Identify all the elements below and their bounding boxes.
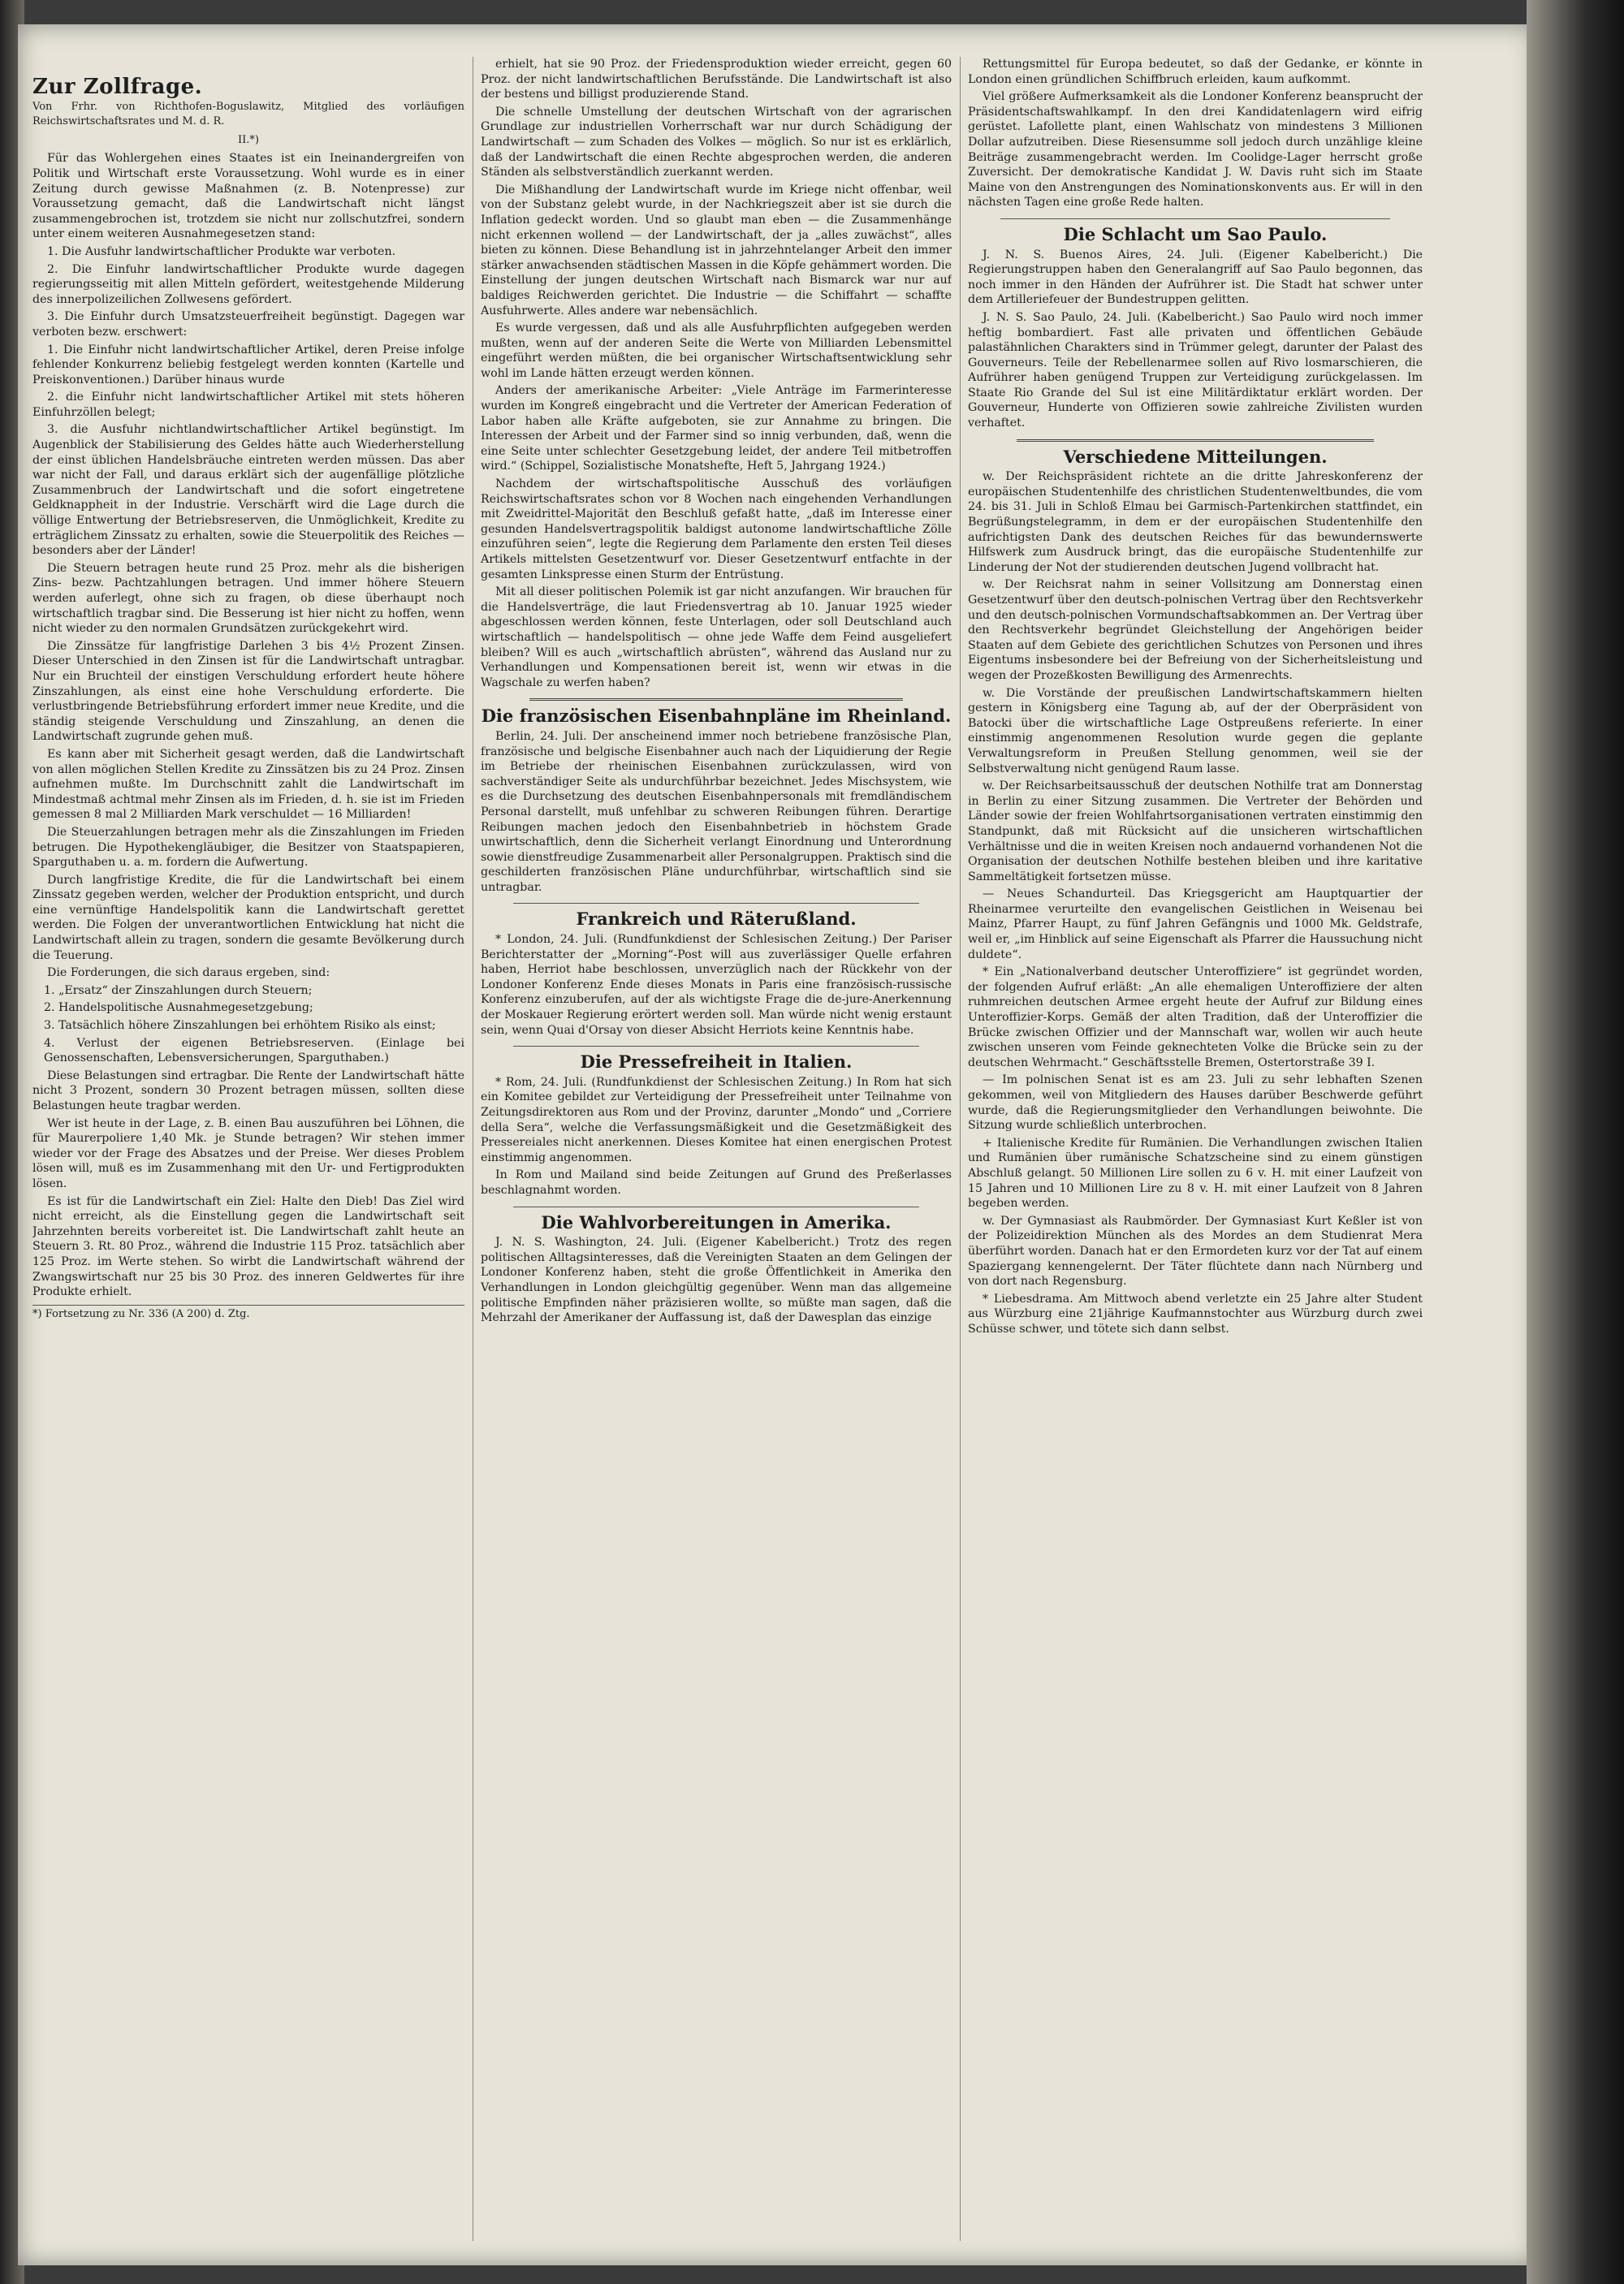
paragraph: Wer ist heute in der Lage, z. B. einen Bau auszuführen bei Löhnen, die für Maurerpoliere 1,40 Mk. je Stunde betragen? Wir stehen immer wieder vor der Frage des Absatzes und der Preise. Wer dieses Problem lösen will, muß es im Zusammenhang mit den Ur- und Fertigprodukten lösen. xyxy=(32,1116,464,1190)
paragraph: Durch langfristige Kredite, die für die Landwirtschaft bei einem Zinssatz gegeben werden, welcher der Produktion entspricht, und durch eine vernünftige Handelspolitik kann die Landwirtschaft gerettet werden. Die Folgen der unverantwortlichen Entwicklung hat nicht die Landwirtschaft allein zu tragen, sondern die gesamte Bevölkerung durch die Teuerung. xyxy=(32,873,464,962)
section-divider xyxy=(513,903,919,904)
section-divider xyxy=(513,1046,919,1047)
byline: Von Frhr. von Richthofen-Boguslawitz, Mitglied des vorläufigen Reichswirtschaftsrates und M. d. R. xyxy=(32,100,464,128)
paragraph: Die schnelle Umstellung der deutschen Wirtschaft von der agrarischen Grundlage zur industriellen Vorherrschaft war nur durch Schädigung der Landwirtschaft — zum Schaden des Volkes — möglich. So nur ist es erklärlich, daß der Landwirtschaft die einen Rechte abgesprochen werden, die anderen Ständen als selbstverständlich zuerkannt werden. xyxy=(481,105,952,179)
paragraph: w. Der Reichsarbeitsausschuß der deutschen Nothilfe trat am Donnerstag in Berlin zu einer Sitzung zusammen. Die Vertreter der Behörden und Länder sowie der freien Wohlfahrtsorganisationen vertraten einstimmig den Standpunkt, daß mit Rücksicht auf die unsicheren wirtschaftlichen Verhältnisse und die in weiten Kreisen noch andauernd vorhandenen Not die Organisation der deutschen Nothilfe bestehen bleiben und ihre karitative Sammeltätigkeit fortsetzen müsse. xyxy=(968,779,1423,883)
paragraph: * Ein „Nationalverband deutscher Unteroffiziere“ ist gegründet worden, der folgenden Aufruf erläßt: „An alle ehemaligen Unteroffiziere der alten ruhmreichen deutschen Armee ergeht heute der Aufruf zur Bildung eines Unteroffizier-Korps. Gemäß der alten Tradition, daß der Unteroffizier die Brücke zwischen Offizier und der Mannschaft war, wollen wir auch heute zwischen unseren vom Feinde geknechteten Volke die Brücke sein zu der deutschen Wehrmacht.“ Geschäftsstelle Bremen, Ostertorstraße 39 I. xyxy=(968,965,1423,1069)
demands-list xyxy=(32,983,464,1066)
paragraph: Die Zinssätze für langfristige Darlehen 3 bis 4½ Prozent Zinsen. Dieser Unterschied in den Zinsen ist für die Landwirtschaft untragbar. Nur ein Bruchteil der einstigen Verschuldung erfordert heute höhere Zinszahlungen, als einst eine hohe Verschuldung erforderte. Die verlustbringende Betriebsführung erfordert immer neue Kredite, und die ständig steigende Verschuldung und Zinszahlung, an denen die Landwirtschaft zugrunde gehen muß. xyxy=(32,639,464,744)
paragraph: Die Forderungen, die sich daraus ergeben, sind: xyxy=(47,966,330,980)
paragraph: — Neues Schandurteil. Das Kriegsgericht am Hauptquartier der Rheinarmee verurteilte den evangelischen Geistlichen in Weisenau bei Mainz, Pfarrer Haupt, zu fünf Jahren Gefängnis und 1000 Mk. Geldstrafe, weil er, „im Hinblick auf seine Eigenschaft als Pfarrer die Haussuchung nicht duldete“. xyxy=(968,887,1423,961)
paragraph: Es kann aber mit Sicherheit gesagt werden, daß die Landwirtschaft von allen möglichen Stellen Kredite zu Zinssätzen bis zu 24 Proz. Zinsen aufnehmen mußte. Im Durchschnitt zahlt die Landwirtschaft im Mindestmaß achtmal mehr Zinsen als im Frieden, d. h. sie ist im Frieden gemessen 8 mal 2 Milliarden Mark verschuldet — 16 Milliarden! xyxy=(32,747,464,822)
paragraph: w. Der Gymnasiast als Raubmörder. Der Gymnasiast Kurt Keßler ist von der Polizeidirektion München als des Mordes an dem Studienrat Mera überführt worden. Danach hat er den Ermordeten kurz vor der Tat auf einem Spaziergang kennengelernt. Der Täter flüchtete dann nach Nürnberg und von dort nach Regensburg. xyxy=(968,1214,1423,1289)
heading-sao-paulo: Die Schlacht um Sao Paulo. xyxy=(1063,223,1328,244)
newspaper-page xyxy=(18,24,1536,2265)
paragraph: 2. die Einfuhr nicht landwirtschaftlicher Artikel mit stets höheren Einfuhrzöllen belegt; xyxy=(32,391,464,419)
heading-wahlvorbereitungen: Die Wahlvorbereitungen in Amerika. xyxy=(541,1211,892,1233)
paragraph: J. N. S. Washington, 24. Juli. (Eigener Kabelbericht.) Trotz des regen politischen Alltagsinteresses, daß die Vereinigten Staaten an dem Gelingen der Londoner Konferenz haben, steht die große Öffentlichkeit in Amerika den Verhandlungen in London gleichgültig gegenüber. Wenn man das allgemeine politische Empfinden näher präzisieren wollte, so müßte man sagen, daß die Mehrzahl der Amerikaner der Auffassung ist, daß der Dawesplan das einzige xyxy=(481,1236,952,1325)
heading-mitteilungen: Verschiedene Mitteilungen. xyxy=(1063,446,1328,467)
paragraph: Es wurde vergessen, daß und als alle Ausfuhrpflichten aufgegeben werden mußten, wenn auf der anderen Seite die Werte von Milliarden Lebensmittel eingeführt werden müßten, die bei organischer Wirtschaftsentwicklung sehr wohl im Lande hätten erzeugt werden können. xyxy=(481,322,952,380)
paragraph: Mit all dieser politischen Polemik ist gar nicht anzufangen. Wir brauchen für die Handelsverträge, die laut Friedensvertrag ab 10. Januar 1925 wieder abgeschlossen werden können, feste Unterlagen, oder soll Deutschland auch wirtschaftlich — handelspolitisch — ohne jede Waffe dem Feind ausgeliefert bleiben? Will es auch „wirtschaftlich abrüsten“, während das Ausland nur zu Verhandlungen und Kompensationen bereit ist, wenn wir etwas in die Wagschale zu werfen haben? xyxy=(481,585,952,689)
section-divider xyxy=(1000,218,1390,219)
paragraph: * Liebesdrama. Am Mittwoch abend verletzte ein 25 Jahre alter Student aus Würzburg eine 21jährige Kaufmannstochter aus Würzburg durch zwei Schüsse schwer, und tötete sich dann selbst. xyxy=(968,1292,1423,1336)
paragraph: w. Der Reichspräsident richtete an die dritte Jahreskonferenz der europäischen Studentenhilfe des christlichen Studentenweltbundes, die vom 24. bis 31. Juli in Schloß Elmau bei Garmisch-Partenkirchen stattfindet, ein Begrüßungstelegramm, in dem er der europäischen Studentenhilfe den aufrichtigsten Dank des deutschen Reiches für das bewundernswerte Hilfswerk zum Ausdruck bringt, das die europäische Studentenhilfe zur Linderung der Not der studierenden deutschen Jugend vollbracht hat. xyxy=(968,470,1423,574)
paragraph: Rettungsmittel für Europa bedeutet, so daß der Gedanke, er könnte in London einen gründlichen Schiffbruch erleiden, kaum aufkommt. xyxy=(968,58,1423,86)
list-item: 3. Tatsächlich höhere Zinszahlungen bei erhöhtem Risiko als einst; xyxy=(44,1019,436,1033)
paragraph: Die Steuerzahlungen betragen mehr als die Zinszahlungen im Frieden betrugen. Die Hypothekengläubiger, die Besitzer von Staatspapieren, Sparguthaben u. a. m. fordern die Aufwertung. xyxy=(32,825,464,870)
paragraph: 1. Die Ausfuhr landwirtschaftlicher Produkte war verboten. xyxy=(47,244,396,258)
section-divider xyxy=(1017,439,1374,442)
heading-eisenbahnplaene: Die französischen Eisenbahnpläne im Rheinland. xyxy=(481,706,952,727)
column-rule xyxy=(960,57,961,2241)
article-title-zollfrage: Zur Zollfrage. xyxy=(32,75,203,99)
paragraph: J. N. S. Buenos Aires, 24. Juli. (Eigener Kabelbericht.) Die Regierungstruppen haben den Generalangriff auf Sao Paulo begonnen, das noch immer in den Händen der Aufrührer ist. Die Stadt hat schwer unter dem Artilleriefeuer der Bundestruppen gelitten. xyxy=(968,248,1423,307)
column-3 xyxy=(968,57,1423,2249)
paragraph: w. Die Vorstände der preußischen Landwirtschaftskammern hielten gestern in Königsberg eine Tagung ab, auf der der Oberpräsident von Batocki über die wirtschaftliche Lage Ostpreußens referierte. In einer einstimmig angenommenen Resolution wurde gegen die geplante Verwaltungsreform in Preußen Stellung genommen, weil sie der Selbstverwaltung nicht genügend Raum lasse. xyxy=(968,686,1423,775)
paragraph: 3. Die Einfuhr durch Umsatzsteuerfreiheit begünstigt. Dagegen war verboten bezw. erschwert: xyxy=(32,310,464,339)
paragraph: Nachdem der wirtschaftspolitische Ausschuß des vorläufigen Reichswirtschaftsrates schon vor 8 Wochen nach eingehenden Verhandlungen mit Zweidrittel-Majorität den Beschluß gefaßt hatte, „daß im Interesse einer gesunden Handelsvertragspolitik baldigst autonome landwirtschaftliche Zölle einzuführen seien“, legte die Regierung dem Parlamente den ersten Teil dieses Artikels mittelsten Gesetzentwurf vor. Dieser Gesetzentwurf entfachte in der gesamten Linkspresse einen Sturm der Entrüstung. xyxy=(481,477,952,581)
paragraph: * Rom, 24. Juli. (Rundfunkdienst der Schlesischen Zeitung.) In Rom hat sich ein Komitee gebildet zur Verteidigung der Pressefreiheit unter Teilnahme von Zeitungsdirektoren aus Rom und der Provinz, darunter „Mondo“ und „Corriere della Sera“, welche die Verfassungsmäßigkeit und die Gesetzmäßigkeit des Pressereiales nicht anerkennen. Dieses Komitee hat einen energischen Protest einstimmig angenommen. xyxy=(481,1075,952,1164)
paragraph: Für das Wohlergehen eines Staates ist ein Ineinandergreifen von Politik und Wirtschaft erste Voraussetzung. Wohl wurde es in einer Zeitung durch gewisse Maßnahmen (z. B. Notenpresse) zur Voraussetzung gemacht, daß die Landwirtschaft nicht längst zusammengebrochen ist, trotzdem sie nicht nur zollschutzfrei, sondern unter einem weiteren Ausnahmegesetzen stand: xyxy=(32,152,464,241)
list-item: 2. Handelspolitische Ausnahmegesetzgebung; xyxy=(44,1001,313,1015)
heading-pressefreiheit: Die Pressefreiheit in Italien. xyxy=(580,1051,853,1073)
list-item: 4. Verlust der eigenen Betriebsreserven. (Einlage bei Genossenschaften, Lebensversicherungen, Sparguthaben.) xyxy=(44,1036,464,1065)
paragraph: — Im polnischen Senat ist es am 23. Juli zu sehr lebhaften Szenen gekommen, weil von Mitgliedern des Hauses darüber Beschwerde geführt wurde, daß die Regierungsmitglieder den Verhandlungen beiwohnte. Die Sitzung wurde schließlich unterbrochen. xyxy=(968,1073,1423,1133)
column-2 xyxy=(481,57,952,2249)
heading-raterussland: Frankreich und Räterußland. xyxy=(576,909,857,930)
scan-binding-shadow xyxy=(1527,0,1624,2284)
paragraph: Die Steuern betragen heute rund 25 Proz. mehr als die bisherigen Zins- bezw. Pachtzahlungen betragen. Und immer höhere Steuern werden auferlegt, ohne sich zu fragen, ob diese überhaupt noch wirtschaftlich tragbar sind. Die Besserung ist hier nicht zu hoffen, wenn nicht wieder zu den normalen Grundsätzen zurückgekehrt wird. xyxy=(32,561,464,636)
list-item: 1. „Ersatz“ der Zinszahlungen durch Steuern; xyxy=(44,983,313,997)
column-1 xyxy=(32,57,464,2249)
paragraph: Anders der amerikanische Arbeiter: „Viele Anträge im Farmerinteresse wurden im Kongreß eingebracht und die Vertreter der American Federation of Labor haben alle Kräfte aufgeboten, sie zur Annahme zu bringen. Die Interessen der Arbeit und der Farmer sind so innig verbunden, daß, wenn die eine Seite unter schlechter Gesetzgebung leidet, der andere Teil mitbetroffen wird.“ (Schippel, Sozialistische Monatshefte, Heft 5, Jahrgang 1924.) xyxy=(481,384,952,473)
paragraph: 2. Die Einfuhr landwirtschaftlicher Produkte wurde dagegen regierungsseitig mit allen Mitteln gefördert, weitestgehende Milderung des innerpolizeilichen Zollwesens gefördert. xyxy=(32,262,464,306)
paragraph: w. Der Reichsrat nahm in seiner Vollsitzung am Donnerstag einen Gesetzentwurf über den deutsch-polnischen Vertrag über den Rechtsverkehr und den deutsch-polnischen Vormundschaftsabkommen an. Der Vertrag über den Rechtsverkehr begründet Gleichstellung der Angehörigen beider Staaten auf dem Gebiete des gerichtlichen Schutzes von Personen und ihres Eigentums insbesondere bei der Befreiung von der Sicherheitsleistung und wegen der Prozeßkosten Bewilligung des Armenrechts. xyxy=(968,578,1423,682)
paragraph: 1. Die Einfuhr nicht landwirtschaftlicher Artikel, deren Preise infolge fehlender Konkurrenz beliebig festgelegt werden konnten (Kartelle und Preiskonventionen.) Darüber hinaus wurde xyxy=(32,343,464,386)
paragraph: * London, 24. Juli. (Rundfunkdienst der Schlesischen Zeitung.) Der Pariser Berichterstatter der „Morning“-Post will aus zuverlässiger Quelle erfahren haben, Herriot habe beschlossen, unverzüglich nach der Rückkehr von der Londoner Konferenz Ende dieses Monats in Paris eine französisch-russische Konferenz einzuberufen, auf der als wichtigste Frage die de-jure-Anerkennung der Moskauer Regierung erörtert werden soll. Man würde nicht wenig erstaunt sein, wenn Quai d'Orsay von dieser Absicht Herriots keine Kenntnis habe. xyxy=(481,933,952,1037)
paragraph: 3. die Ausfuhr nichtlandwirtschaftlicher Artikel begünstigt. Im Augenblick der Stabilisierung des Geldes hätte auch Wiederherstellung der einst üblichen Handelsbräuche eintreten werden müssen. Das aber war nicht der Fall, und daraus erklärt sich der augenfällige plötzliche Zusammenbruch der Landwirtschaft und die sofort eingetretene Geldknappheit in der Industrie. Verschärft wird die Lage durch die völlige Entwertung der Betriebsreserven, die Unmöglichkeit, Kredite zu erträglichem Zinssatz zu erhalten, sowie die Steuerpolitik des Reiches — besonders aber der Länder! xyxy=(32,423,464,558)
footnote: *) Fortsetzung zu Nr. 336 (A 200) d. Ztg. xyxy=(32,1305,464,1323)
part-number: II.*) xyxy=(238,133,259,146)
section-divider xyxy=(529,698,903,701)
paragraph: J. N. S. Sao Paulo, 24. Juli. (Kabelbericht.) Sao Paulo wird noch immer heftig bombardiert. Fast alle privaten und öffentlichen Gebäude palastähnlichen Charakters sind in Trümmer gelegt, darunter der Palast des Gouverneurs. Teile der Rebellenarmee sollen auf Rivo losmarschieren, die Aufrührer haben genügend Truppen zur Verteidigung zurückgelassen. Im Staate Rio Grande del Sul ist eine Militärdiktatur erklärt worden. Der Gouverneur, Hunderte von Offizieren sowie zahlreiche Zivilisten wurden verhaftet. xyxy=(968,310,1423,430)
paragraph: Es ist für die Landwirtschaft ein Ziel: Halte den Dieb! Das Ziel wird nicht erreicht, als die Einstellung gegen die Landwirtschaft seit Jahrzehnten bereits vorbereitet ist. Die Landwirtschaft zahlt heute an Steuern 3. Rt. 80 Proz., während die Industrie 115 Proz. tatsächlich aber 125 Proz. im Werte stehen. So wirbt die Landwirtschaft während der Zwangswirtschaft nur 25 bis 30 Proz. des inneren Geldwertes für ihre Produkte erhielt. xyxy=(32,1194,464,1299)
paragraph: In Rom und Mailand sind beide Zeitungen auf Grund des Preßerlasses beschlagnahmt worden. xyxy=(481,1168,952,1197)
paragraph: + Italienische Kredite für Rumänien. Die Verhandlungen zwischen Italien und Rumänien über rumänische Schatzscheine sind zu einem günstigen Abschluß gelangt. 50 Millionen Lire sollen zu 6 v. H. mit einer Laufzeit von 15 Jahren und 10 Millionen Lire zu 8 v. H. mit einer Laufzeit von 8 Jahren begeben werden. xyxy=(968,1136,1423,1211)
paragraph: Berlin, 24. Juli. Der anscheinend immer noch betriebene französische Plan, französische und belgische Eisenbahner auch nach der Liquidierung der Regie im Betriebe der rheinischen Eisenbahnen zurückzulassen, wird von sachverständiger Seite als undurchführbar bezeichnet. Jedes Mischsystem, wie es die Durchsetzung des deutschen Eisenbahnpersonals mit fremdländischem Personal darstellt, muß unfehlbar zu schweren Reibungen führen. Derartige Reibungen machen jedoch den Eisenbahnbetrieb in höchstem Grade unwirtschaftlich, denn die Sicherheit verlangt Einordnung und Unterordnung sowie dienstfreudige Zusammenarbeit aller Personalgruppen. Praktisch sind die geschilderten französischen Pläne undurchführbar, wirtschaftlich sind sie untragbar. xyxy=(481,729,952,894)
paragraph: Viel größere Aufmerksamkeit als die Londoner Konferenz beansprucht der Präsidentschaftswahlkampf. In den drei Kandidatenlagern wird eifrig gerüstet. Lafollette plant, einen Wahlschatz von mindestens 3 Millionen Dollar aufzutreiben. Diese Riesensumme soll jedoch durch unzählige kleine Beiträge zusammengebracht werden. Im Coolidge-Lager herrscht große Zuversicht. Der demokratische Kandidat J. W. Davis ruht sich im Staate Maine von den Anstrengungen des Nominationskonvents aus. Er will in den nächsten Tagen eine große Rede halten. xyxy=(968,90,1423,209)
paragraph: Diese Belastungen sind ertragbar. Die Rente der Landwirtschaft hätte nicht 3 Prozent, sondern 30 Prozent betragen müssen, sollten diese Belastungen heute tragbar werden. xyxy=(32,1069,464,1112)
paragraph: Die Mißhandlung der Landwirtschaft wurde im Kriege nicht offenbar, weil von der Substanz gelebt wurde, in der Nachkriegszeit aber ist sie durch die Inflation gedeckt worden. Und so glaubt man eben — die Zusammenhänge nicht erkennen wollend — der Landwirtschaft, der ja „alles zuwächst“, alles bieten zu können. Diese Behandlung ist in jahrzehntelanger Arbeit den immer stärker anwachsenden städtischen Massen in die Köpfe gehämmert worden. Die Einstellung der jungen deutschen Wirtschaft nach Bismarck war nur auf baldiges Reichwerden gerichtet. Die Industrie — die Schiffahrt — schaffte Ausfuhrwerte. Alles andere war nebensächlich. xyxy=(481,183,952,317)
paragraph: erhielt, hat sie 90 Proz. der Friedensproduktion wieder erreicht, gegen 60 Proz. der nicht landwirtschaftlichen Berufsstände. Die Landwirtschaft ist also der bestens und billigst produzierende Stand. xyxy=(481,58,952,101)
